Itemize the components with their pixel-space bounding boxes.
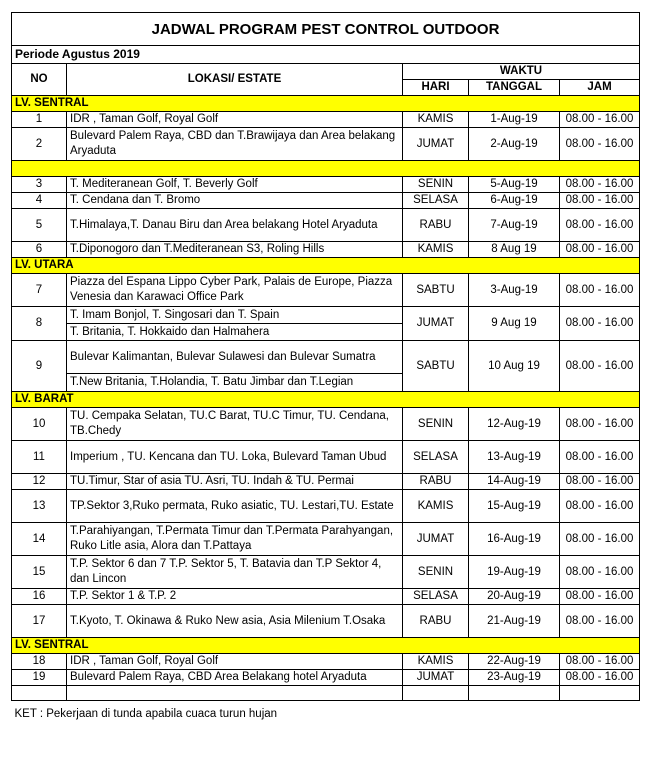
page-title: JADWAL PROGRAM PEST CONTROL OUTDOOR xyxy=(12,13,640,46)
row-lokasi: T.P. Sektor 1 & T.P. 2 xyxy=(67,589,403,605)
row-jam: 08.00 - 16.00 xyxy=(560,490,640,523)
row-hari: SABTU xyxy=(403,274,469,307)
table-row xyxy=(12,341,640,374)
row-tanggal: 7-Aug-19 xyxy=(469,209,560,242)
row-jam: 08.00 - 16.00 xyxy=(560,474,640,490)
row-hari: KAMIS xyxy=(403,490,469,523)
row-no: 12 xyxy=(12,474,67,490)
row-tanggal: 2-Aug-19 xyxy=(469,128,560,161)
table-row xyxy=(12,209,640,242)
row-lokasi: T. Britania, T. Hokkaido dan Halmahera xyxy=(67,324,403,341)
row-no: 16 xyxy=(12,589,67,605)
row-jam: 08.00 - 16.00 xyxy=(560,112,640,128)
table-row xyxy=(12,670,640,686)
row-no: 13 xyxy=(12,490,67,523)
row-hari: SELASA xyxy=(403,441,469,474)
row-jam: 08.00 - 16.00 xyxy=(560,408,640,441)
table-row xyxy=(12,242,640,258)
section-label: LV. SENTRAL xyxy=(12,96,640,112)
table-row xyxy=(12,605,640,638)
row-tanggal: 10 Aug 19 xyxy=(469,341,560,392)
table-row xyxy=(12,274,640,307)
row-jam: 08.00 - 16.00 xyxy=(560,441,640,474)
header-no: NO xyxy=(12,64,67,96)
table-row xyxy=(12,556,640,589)
row-lokasi: Bulevar Kalimantan, Bulevar Sulawesi dan Bulevar Sumatra xyxy=(67,341,403,374)
row-tanggal: 1-Aug-19 xyxy=(469,112,560,128)
row-lokasi: T.Diponogoro dan T.Mediteranean S3, Roling Hills xyxy=(67,242,403,258)
section-row xyxy=(12,638,640,654)
row-no: 3 xyxy=(12,177,67,193)
row-hari: SENIN xyxy=(403,408,469,441)
table-row xyxy=(12,128,640,161)
row-hari: JUMAT xyxy=(403,523,469,556)
row-lokasi: Bulevard Palem Raya, CBD Area Belakang hotel Aryaduta xyxy=(67,670,403,686)
section-row xyxy=(12,96,640,112)
table-row xyxy=(12,654,640,670)
row-tanggal: 6-Aug-19 xyxy=(469,193,560,209)
row-no: 1 xyxy=(12,112,67,128)
period-label: Periode Agustus 2019 xyxy=(12,46,640,64)
row-lokasi: Piazza del Espana Lippo Cyber Park, Palais de Europe, Piazza Venesia dan Karawaci Office Park xyxy=(67,274,403,307)
table-row xyxy=(12,490,640,523)
table-row xyxy=(12,307,640,324)
table-row xyxy=(12,177,640,193)
row-tanggal: 16-Aug-19 xyxy=(469,523,560,556)
row-hari: RABU xyxy=(403,474,469,490)
header-jam: JAM xyxy=(560,80,640,96)
row-tanggal: 22-Aug-19 xyxy=(469,654,560,670)
table-row xyxy=(12,589,640,605)
row-tanggal: 19-Aug-19 xyxy=(469,556,560,589)
row-jam: 08.00 - 16.00 xyxy=(560,523,640,556)
section-label: LV. BARAT xyxy=(12,392,640,408)
header-lokasi: LOKASI/ ESTATE xyxy=(67,64,403,96)
row-jam: 08.00 - 16.00 xyxy=(560,177,640,193)
row-hari: JUMAT xyxy=(403,307,469,341)
row-lokasi: T.Kyoto, T. Okinawa & Ruko New asia, Asia Milenium T.Osaka xyxy=(67,605,403,638)
table-row xyxy=(12,408,640,441)
row-tanggal: 3-Aug-19 xyxy=(469,274,560,307)
row-jam: 08.00 - 16.00 xyxy=(560,654,640,670)
row-lokasi: IDR , Taman Golf, Royal Golf xyxy=(67,112,403,128)
section-row xyxy=(12,392,640,408)
row-no: 2 xyxy=(12,128,67,161)
row-lokasi: T. Cendana dan T. Bromo xyxy=(67,193,403,209)
row-jam: 08.00 - 16.00 xyxy=(560,242,640,258)
header-waktu: WAKTU xyxy=(403,64,640,80)
row-no: 9 xyxy=(12,341,67,392)
row-lokasi: IDR , Taman Golf, Royal Golf xyxy=(67,654,403,670)
row-no: 15 xyxy=(12,556,67,589)
row-no: 10 xyxy=(12,408,67,441)
row-lokasi: T.P. Sektor 6 dan 7 T.P. Sektor 5, T. Batavia dan T.P Sektor 4, dan Lincon xyxy=(67,556,403,589)
row-lokasi: T. Imam Bonjol, T. Singosari dan T. Spain xyxy=(67,307,403,324)
row-jam: 08.00 - 16.00 xyxy=(560,193,640,209)
row-tanggal: 15-Aug-19 xyxy=(469,490,560,523)
row-jam: 08.00 - 16.00 xyxy=(560,670,640,686)
empty-row xyxy=(12,686,640,701)
row-hari: KAMIS xyxy=(403,112,469,128)
row-no: 4 xyxy=(12,193,67,209)
row-no: 7 xyxy=(12,274,67,307)
section-spacer xyxy=(12,161,640,177)
row-lokasi: Imperium , TU. Kencana dan TU. Loka, Bulevard Taman Ubud xyxy=(67,441,403,474)
row-lokasi: T. Mediteranean Golf, T. Beverly Golf xyxy=(67,177,403,193)
row-tanggal: 9 Aug 19 xyxy=(469,307,560,341)
row-tanggal: 8 Aug 19 xyxy=(469,242,560,258)
section-label: LV. SENTRAL xyxy=(12,638,640,654)
row-lokasi: TU. Cempaka Selatan, TU.C Barat, TU.C Timur, TU. Cendana, TB.Chedy xyxy=(67,408,403,441)
row-no: 8 xyxy=(12,307,67,341)
row-tanggal: 5-Aug-19 xyxy=(469,177,560,193)
table-row xyxy=(12,474,640,490)
row-jam: 08.00 - 16.00 xyxy=(560,128,640,161)
row-hari: JUMAT xyxy=(403,128,469,161)
row-hari: KAMIS xyxy=(403,242,469,258)
row-no: 14 xyxy=(12,523,67,556)
row-lokasi: Bulevard Palem Raya, CBD dan T.Brawijaya dan Area belakang Aryaduta xyxy=(67,128,403,161)
row-no: 17 xyxy=(12,605,67,638)
row-hari: RABU xyxy=(403,605,469,638)
row-jam: 08.00 - 16.00 xyxy=(560,605,640,638)
row-hari: SENIN xyxy=(403,556,469,589)
schedule-table xyxy=(11,12,640,724)
row-tanggal: 21-Aug-19 xyxy=(469,605,560,638)
row-lokasi: TP.Sektor 3,Ruko permata, Ruko asiatic, TU. Lestari,TU. Estate xyxy=(67,490,403,523)
row-hari: JUMAT xyxy=(403,670,469,686)
row-jam: 08.00 - 16.00 xyxy=(560,274,640,307)
row-no: 5 xyxy=(12,209,67,242)
row-no: 19 xyxy=(12,670,67,686)
row-jam: 08.00 - 16.00 xyxy=(560,209,640,242)
row-lokasi: T.New Britania, T.Holandia, T. Batu Jimbar dan T.Legian xyxy=(67,374,403,392)
row-lokasi: TU.Timur, Star of asia TU. Asri, TU. Indah & TU. Permai xyxy=(67,474,403,490)
row-no: 6 xyxy=(12,242,67,258)
row-tanggal: 14-Aug-19 xyxy=(469,474,560,490)
footnote: KET : Pekerjaan di tunda apabila cuaca turun hujan xyxy=(14,707,278,720)
row-no: 11 xyxy=(12,441,67,474)
table-row xyxy=(12,523,640,556)
row-tanggal: 13-Aug-19 xyxy=(469,441,560,474)
row-hari: SABTU xyxy=(403,341,469,392)
row-hari: SENIN xyxy=(403,177,469,193)
row-hari: KAMIS xyxy=(403,654,469,670)
row-lokasi: T.Parahiyangan, T.Permata Timur dan T.Permata Parahyangan, Ruko Litle asia, Alora dan T.Pattaya xyxy=(67,523,403,556)
row-jam: 08.00 - 16.00 xyxy=(560,556,640,589)
row-hari: SELASA xyxy=(403,193,469,209)
schedule-sheet xyxy=(11,12,639,724)
header-hari: HARI xyxy=(403,80,469,96)
row-tanggal: 23-Aug-19 xyxy=(469,670,560,686)
row-hari: SELASA xyxy=(403,589,469,605)
row-jam: 08.00 - 16.00 xyxy=(560,307,640,341)
row-jam: 08.00 - 16.00 xyxy=(560,341,640,392)
table-row xyxy=(12,112,640,128)
section-row xyxy=(12,258,640,274)
row-no: 18 xyxy=(12,654,67,670)
table-row xyxy=(12,441,640,474)
row-lokasi: T.Himalaya,T. Danau Biru dan Area belakang Hotel Aryaduta xyxy=(67,209,403,242)
section-label: LV. UTARA xyxy=(12,258,640,274)
table-row xyxy=(12,193,640,209)
row-tanggal: 12-Aug-19 xyxy=(469,408,560,441)
header-tanggal: TANGGAL xyxy=(469,80,560,96)
row-jam: 08.00 - 16.00 xyxy=(560,589,640,605)
row-tanggal: 20-Aug-19 xyxy=(469,589,560,605)
row-hari: RABU xyxy=(403,209,469,242)
